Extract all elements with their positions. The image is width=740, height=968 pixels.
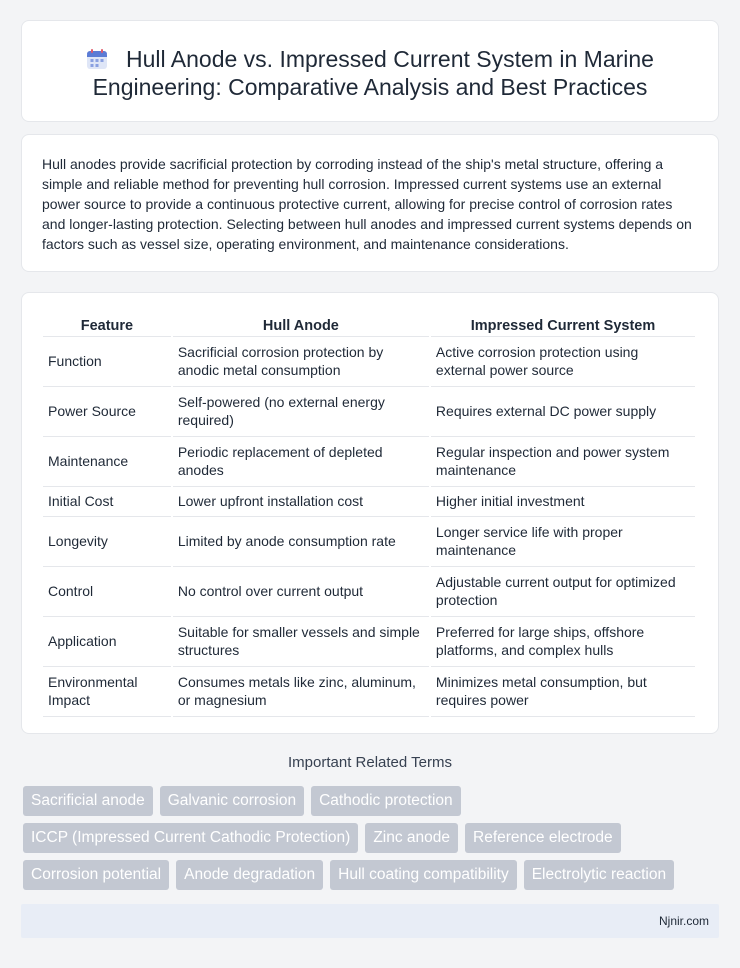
footer-site-link[interactable]: Njnir.com xyxy=(658,914,709,928)
table-row xyxy=(43,517,695,567)
intro-paragraph: Hull anodes provide sacrificial protection by corroding instead of the ship's metal structure, offering a simple and reliable method for preventing hull corrosion. Impressed current systems use an external power source to provide a continuous protective current, allowing for precise control of corrosion rates and longer-lasting protection. Selecting between hull anodes and impressed current systems depends on factors such as vessel size, operating environment, and maintenance considerations. xyxy=(42,156,692,252)
impressed-current-cell: Minimizes metal consumption, but requires power xyxy=(431,667,695,717)
impressed-current-cell: Longer service life with proper maintenance xyxy=(431,517,695,567)
table-row xyxy=(43,487,695,517)
hull-anode-cell: Periodic replacement of depleted anodes xyxy=(173,437,429,487)
related-terms-heading: Important Related Terms xyxy=(288,754,452,771)
table-row xyxy=(43,567,695,617)
tag-electrolytic-reaction[interactable]: Electrolytic reaction xyxy=(524,860,674,890)
table-row xyxy=(43,337,695,387)
feature-cell: Environmental Impact xyxy=(43,667,171,717)
tag-reference-electrode[interactable]: Reference electrode xyxy=(465,823,621,853)
feature-cell: Power Source xyxy=(43,387,171,437)
comparison-table xyxy=(41,315,697,717)
title-card xyxy=(21,20,719,122)
feature-cell: Function xyxy=(43,337,171,387)
impressed-current-cell: Active corrosion protection using external power source xyxy=(431,337,695,387)
feature-cell: Maintenance xyxy=(43,437,171,487)
table-row xyxy=(43,667,695,717)
table-header-row xyxy=(43,315,695,337)
tag-iccp[interactable]: ICCP (Impressed Current Cathodic Protection) xyxy=(23,823,358,853)
footer xyxy=(21,904,719,938)
page-title xyxy=(52,45,688,101)
tag-sacrificial-anode[interactable]: Sacrificial anode xyxy=(23,786,153,816)
tag-zinc-anode[interactable]: Zinc anode xyxy=(365,823,458,853)
hull-anode-cell: Suitable for smaller vessels and simple structures xyxy=(173,617,429,667)
tag-hull-coating-compatibility[interactable]: Hull coating compatibility xyxy=(330,860,517,890)
tag-corrosion-potential[interactable]: Corrosion potential xyxy=(23,860,169,890)
feature-cell: Application xyxy=(43,617,171,667)
hull-anode-cell: Self-powered (no external energy required) xyxy=(173,387,429,437)
header-feature: Feature xyxy=(43,315,171,337)
table-row xyxy=(43,617,695,667)
impressed-current-cell: Adjustable current output for optimized protection xyxy=(431,567,695,617)
hull-anode-cell: Consumes metals like zinc, aluminum, or magnesium xyxy=(173,667,429,717)
impressed-current-cell: Regular inspection and power system maintenance xyxy=(431,437,695,487)
tag-cathodic-protection[interactable]: Cathodic protection xyxy=(311,786,461,816)
tag-row xyxy=(23,860,723,890)
feature-cell: Control xyxy=(43,567,171,617)
hull-anode-cell: Limited by anode consumption rate xyxy=(173,517,429,567)
intro-card xyxy=(21,134,719,272)
comparison-table-card xyxy=(21,292,719,734)
page-title-text: Hull Anode vs. Impressed Current System in Marine Engineering: Comparative Analysis and Best Practices xyxy=(92,46,654,100)
header-hull-anode: Hull Anode xyxy=(173,315,429,337)
feature-cell: Initial Cost xyxy=(43,487,171,517)
impressed-current-cell: Requires external DC power supply xyxy=(431,387,695,437)
tag-anode-degradation[interactable]: Anode degradation xyxy=(176,860,323,890)
related-terms xyxy=(23,786,723,897)
feature-cell: Longevity xyxy=(43,517,171,567)
table-row xyxy=(43,387,695,437)
tag-row xyxy=(23,786,723,816)
hull-anode-cell: No control over current output xyxy=(173,567,429,617)
impressed-current-cell: Higher initial investment xyxy=(431,487,695,517)
tag-row xyxy=(23,823,723,853)
hull-anode-cell: Sacrificial corrosion protection by anodic metal consumption xyxy=(173,337,429,387)
calendar-icon xyxy=(86,48,108,70)
table-row xyxy=(43,437,695,487)
tag-galvanic-corrosion[interactable]: Galvanic corrosion xyxy=(160,786,304,816)
impressed-current-cell: Preferred for large ships, offshore platforms, and complex hulls xyxy=(431,617,695,667)
hull-anode-cell: Lower upfront installation cost xyxy=(173,487,429,517)
header-impressed-current: Impressed Current System xyxy=(431,315,695,337)
